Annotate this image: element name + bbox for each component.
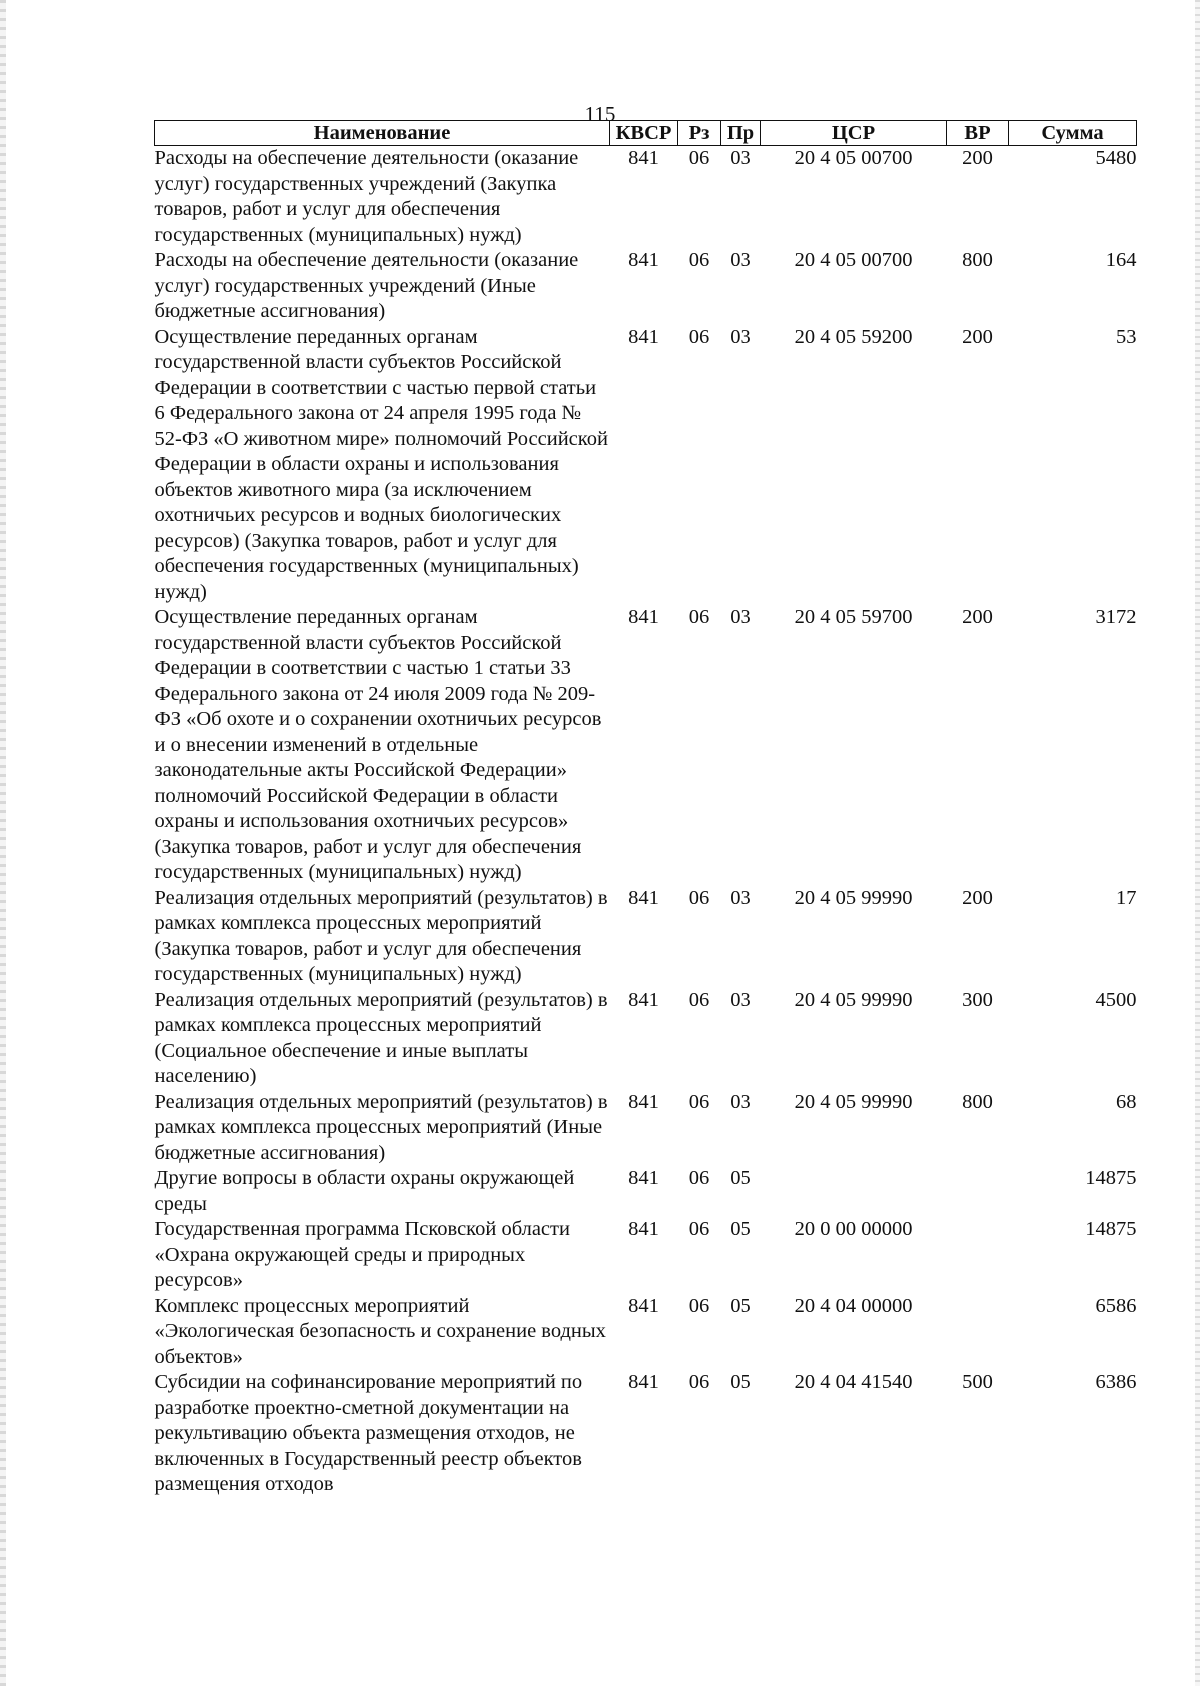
cell-rz: 06 bbox=[688, 1167, 710, 1189]
cell-csr: 20 4 05 99990 bbox=[794, 886, 913, 909]
cell-name: Расходы на обеспечение деятельности (оказание услуг) государственных учреждений (Закупка товаров, работ и услуг для обеспечения государственных (муниципальных) нужд) bbox=[154, 147, 579, 246]
cell-name: Осуществление переданных органам государственной власти субъектов Российской Федерации в соответствии с частью 1 статьи 33 Федерального закона от 24 июля 2009 года № 209-ФЗ «Об охоте и о сохранении охотничьих ресурсов и о внесении изменений в отдельные законодательные акты Российской Федерации» полномочий Российской Федерации в области охраны и использования охотничьих ресурсов» (Закупка товаров, работ и услуг для обеспечения государственных (муниципальных) нужд) bbox=[154, 606, 602, 883]
cell-csr: 20 4 05 59700 bbox=[794, 606, 913, 628]
table-row bbox=[155, 988, 1137, 1090]
cell-kvsr: 841 bbox=[628, 1371, 659, 1393]
cell-vr: 800 bbox=[962, 1090, 993, 1113]
cell-csr: 20 4 04 41540 bbox=[794, 1371, 913, 1393]
cell-name: Реализация отдельных мероприятий (результатов) в рамках комплекса процессных мероприятий (Иные бюджетные ассигнования) bbox=[154, 1090, 608, 1164]
cell-csr: 20 0 00 00000 bbox=[794, 1218, 913, 1240]
cell-name: Расходы на обеспечение деятельности (оказание услуг) государственных учреждений (Иные бюджетные ассигнования) bbox=[154, 249, 579, 322]
header-sum: Сумма bbox=[1009, 121, 1137, 146]
table-row bbox=[155, 146, 1137, 249]
cell-vr: 200 bbox=[962, 325, 993, 348]
cell-vr bbox=[947, 1166, 1009, 1217]
header-kvsr: КВСР bbox=[610, 121, 678, 146]
table-row bbox=[155, 248, 1137, 325]
cell-pr: 03 bbox=[730, 1090, 751, 1113]
cell-rz: 06 bbox=[688, 886, 710, 909]
cell-name: Осуществление переданных органам государственной власти субъектов Российской Федерации в соответствии с частью первой статьи 6 Федерального закона от 24 апреля 1995 года № 52-ФЗ «О животном мире» полномочий Российской Федерации в области охраны и использования объектов животного мира (за исключением охотничьих ресурсов и водных биологических ресурсов) (Закупка товаров, работ и услуг для обеспечения государственных (муниципальных) нужд) bbox=[154, 325, 608, 603]
cell-pr: 03 bbox=[730, 886, 751, 909]
budget-table bbox=[154, 120, 1137, 1498]
cell-kvsr: 841 bbox=[628, 1294, 659, 1317]
table-row bbox=[155, 1294, 1137, 1371]
cell-pr: 05 bbox=[730, 1294, 751, 1317]
cell-vr: 300 bbox=[962, 988, 993, 1011]
table-header bbox=[155, 121, 1137, 146]
cell-vr: 200 bbox=[962, 886, 993, 909]
cell-sum: 164 bbox=[1105, 249, 1137, 271]
table-row bbox=[155, 1166, 1137, 1217]
cell-rz: 06 bbox=[688, 606, 710, 628]
table-row bbox=[155, 886, 1137, 988]
cell-pr: 03 bbox=[730, 325, 751, 348]
header-vr: ВР bbox=[947, 121, 1009, 146]
cell-kvsr: 841 bbox=[628, 249, 659, 271]
page-number: 115 bbox=[584, 102, 616, 126]
cell-sum: 3172 bbox=[1095, 606, 1137, 628]
cell-rz: 06 bbox=[688, 1218, 710, 1240]
cell-csr: 20 4 05 99990 bbox=[794, 988, 913, 1011]
cell-pr: 03 bbox=[730, 147, 751, 169]
cell-sum: 14875 bbox=[1085, 1167, 1137, 1189]
cell-name: Реализация отдельных мероприятий (результатов) в рамках комплекса процессных мероприятий (Закупка товаров, работ и услуг для обеспечения государственных (муниципальных) нужд) bbox=[154, 886, 608, 985]
cell-sum: 17 bbox=[1116, 886, 1137, 909]
scan-edge-right bbox=[1195, 0, 1200, 1686]
cell-rz: 06 bbox=[688, 1294, 710, 1317]
cell-kvsr: 841 bbox=[628, 325, 659, 348]
cell-vr bbox=[947, 1217, 1009, 1294]
cell-sum: 6386 bbox=[1095, 1371, 1137, 1393]
cell-csr: 20 4 05 00700 bbox=[794, 147, 913, 169]
cell-sum: 4500 bbox=[1095, 988, 1137, 1011]
cell-rz: 06 bbox=[688, 147, 710, 169]
cell-pr: 05 bbox=[730, 1371, 751, 1393]
cell-kvsr: 841 bbox=[628, 1167, 659, 1189]
table-row bbox=[155, 1090, 1137, 1167]
cell-rz: 06 bbox=[688, 249, 710, 271]
cell-sum: 6586 bbox=[1095, 1294, 1137, 1317]
cell-vr: 500 bbox=[962, 1371, 993, 1393]
cell-pr: 03 bbox=[730, 988, 751, 1011]
table-row bbox=[155, 1370, 1137, 1498]
cell-name: Реализация отдельных мероприятий (результатов) в рамках комплекса процессных мероприятий (Социальное обеспечение и иные выплаты населению) bbox=[154, 988, 608, 1087]
cell-name: Комплекс процессных мероприятий «Экологическая безопасность и сохранение водных объектов» bbox=[154, 1294, 606, 1368]
table-row bbox=[155, 325, 1137, 606]
cell-kvsr: 841 bbox=[628, 1090, 659, 1113]
cell-name: Государственная программа Псковской области «Охрана окружающей среды и природных ресурсов» bbox=[154, 1218, 570, 1291]
header-csr: ЦСР bbox=[761, 121, 947, 146]
cell-vr: 800 bbox=[962, 249, 993, 271]
cell-csr: 20 4 04 00000 bbox=[794, 1294, 913, 1317]
cell-vr: 200 bbox=[962, 147, 993, 169]
cell-rz: 06 bbox=[688, 1090, 710, 1113]
cell-kvsr: 841 bbox=[628, 886, 659, 909]
table-row bbox=[155, 1217, 1137, 1294]
cell-kvsr: 841 bbox=[628, 606, 659, 628]
cell-kvsr: 841 bbox=[628, 1218, 659, 1240]
table-body bbox=[155, 146, 1137, 1498]
table-row bbox=[155, 605, 1137, 886]
header-rz: Рз bbox=[678, 121, 721, 146]
cell-csr: 20 4 05 59200 bbox=[794, 325, 913, 348]
cell-sum: 53 bbox=[1116, 325, 1137, 348]
cell-pr: 05 bbox=[730, 1218, 751, 1240]
header-row bbox=[155, 121, 1137, 146]
cell-name: Другие вопросы в области охраны окружающей среды bbox=[154, 1167, 575, 1215]
cell-sum: 5480 bbox=[1095, 147, 1137, 169]
cell-csr: 20 4 05 00700 bbox=[794, 249, 913, 271]
cell-csr bbox=[761, 1166, 947, 1217]
cell-csr: 20 4 05 99990 bbox=[794, 1090, 913, 1113]
cell-vr bbox=[947, 1294, 1009, 1371]
cell-pr: 03 bbox=[730, 249, 751, 271]
cell-sum: 14875 bbox=[1085, 1218, 1137, 1240]
scan-edge-left bbox=[0, 0, 6, 1686]
cell-kvsr: 841 bbox=[628, 147, 659, 169]
cell-vr: 200 bbox=[962, 606, 993, 628]
cell-name: Субсидии на софинансирование мероприятий по разработке проектно-сметной документации на рекультивацию объекта размещения отходов, не включенных в Государственный реестр объектов размещения отходов bbox=[154, 1371, 583, 1495]
header-pr: Пр bbox=[721, 121, 761, 146]
cell-rz: 06 bbox=[688, 988, 710, 1011]
cell-pr: 05 bbox=[730, 1167, 751, 1189]
cell-kvsr: 841 bbox=[628, 988, 659, 1011]
cell-sum: 68 bbox=[1116, 1090, 1137, 1113]
cell-rz: 06 bbox=[688, 1371, 710, 1393]
cell-pr: 03 bbox=[730, 606, 751, 628]
cell-rz: 06 bbox=[688, 325, 710, 348]
header-name: Наименование bbox=[155, 121, 610, 146]
